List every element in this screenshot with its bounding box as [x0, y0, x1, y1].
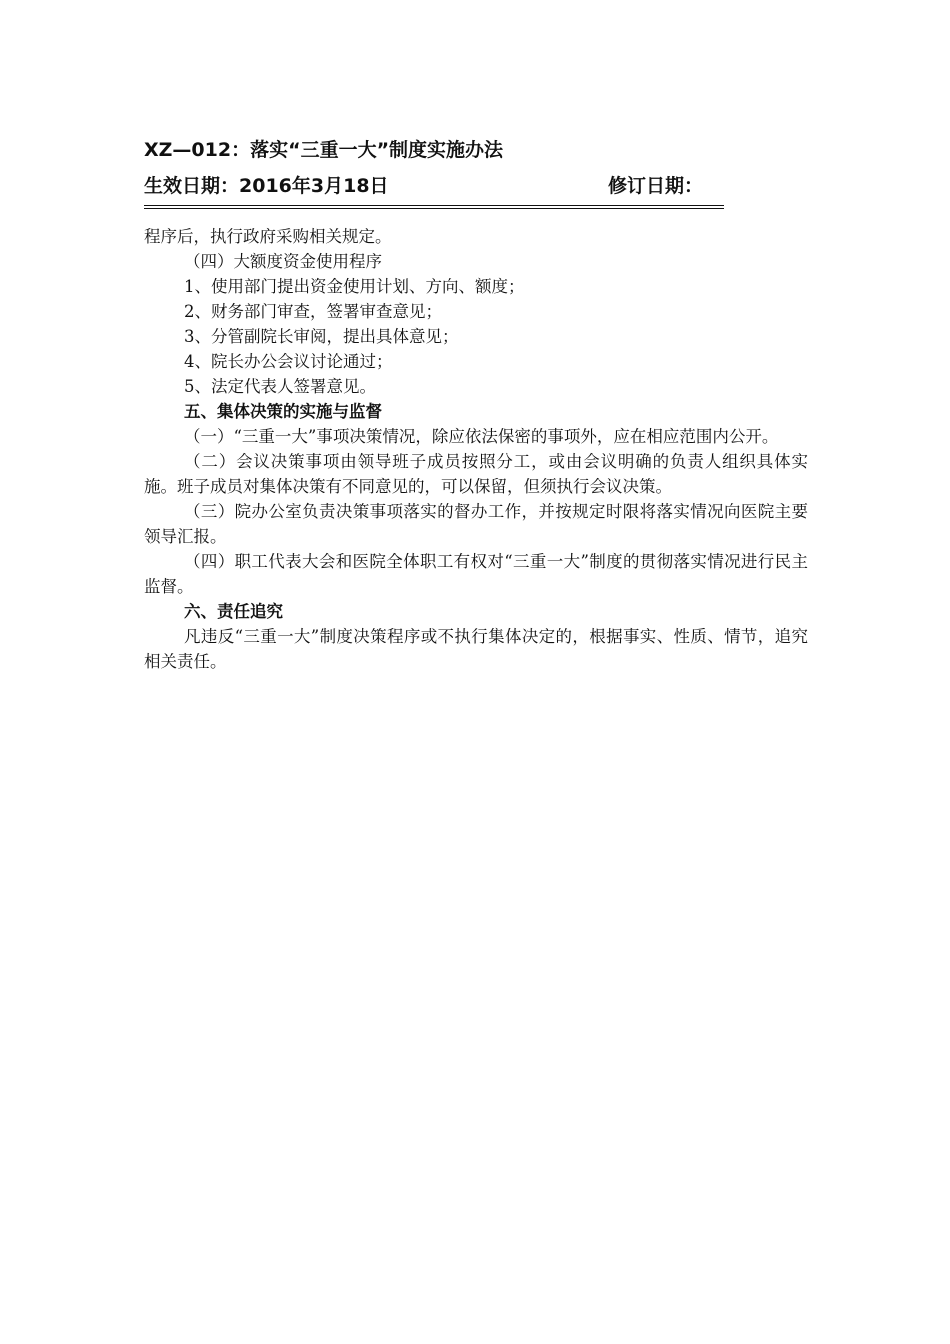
paragraph: （三）院办公室负责决策事项落实的督办工作，并按规定时限将落实情况向医院主要领导汇报。	[144, 502, 808, 546]
section-heading-implementation: 五、集体决策的实施与监督	[184, 402, 382, 421]
list-item: 4、院长办公会议讨论通过；	[184, 352, 393, 371]
paragraph-continuation: 程序后，执行政府采购相关规定。	[144, 227, 392, 246]
subsection-heading-large-funds: （四）大额度资金使用程序	[184, 252, 382, 271]
paragraph: 凡违反“三重一大”制度决策程序或不执行集体决定的，根据事实、性质、情节，追究相关责任。	[144, 627, 808, 671]
revised-date: 修订日期：	[608, 175, 704, 197]
dates-line	[144, 171, 724, 206]
section-heading-accountability: 六、责任追究	[184, 602, 283, 621]
list-item: 5、法定代表人签署意见。	[184, 377, 376, 396]
list-item: 3、分管副院长审阅，提出具体意见；	[184, 327, 459, 346]
paragraph: （二）会议决策事项由领导班子成员按照分工，或由会议明确的负责人组织具体实施。班子成员对集体决策有不同意见的，可以保留，但须执行会议决策。	[144, 452, 808, 496]
paragraph: （一）“三重一大”事项决策情况，除应依法保密的事项外，应在相应范围内公开。	[184, 427, 779, 446]
document-title: XZ—012：落实“三重一大”制度实施办法	[144, 139, 504, 161]
effective-date: 生效日期：2016年3月18日	[144, 175, 389, 197]
list-item: 2、财务部门审查，签署审查意见；	[184, 302, 442, 321]
document-header	[144, 133, 724, 206]
list-item: 1、使用部门提出资金使用计划、方向、额度；	[184, 277, 525, 296]
paragraph: （四）职工代表大会和医院全体职工有权对“三重一大”制度的贯彻落实情况进行民主监督。	[144, 552, 808, 596]
document-body	[144, 224, 808, 674]
